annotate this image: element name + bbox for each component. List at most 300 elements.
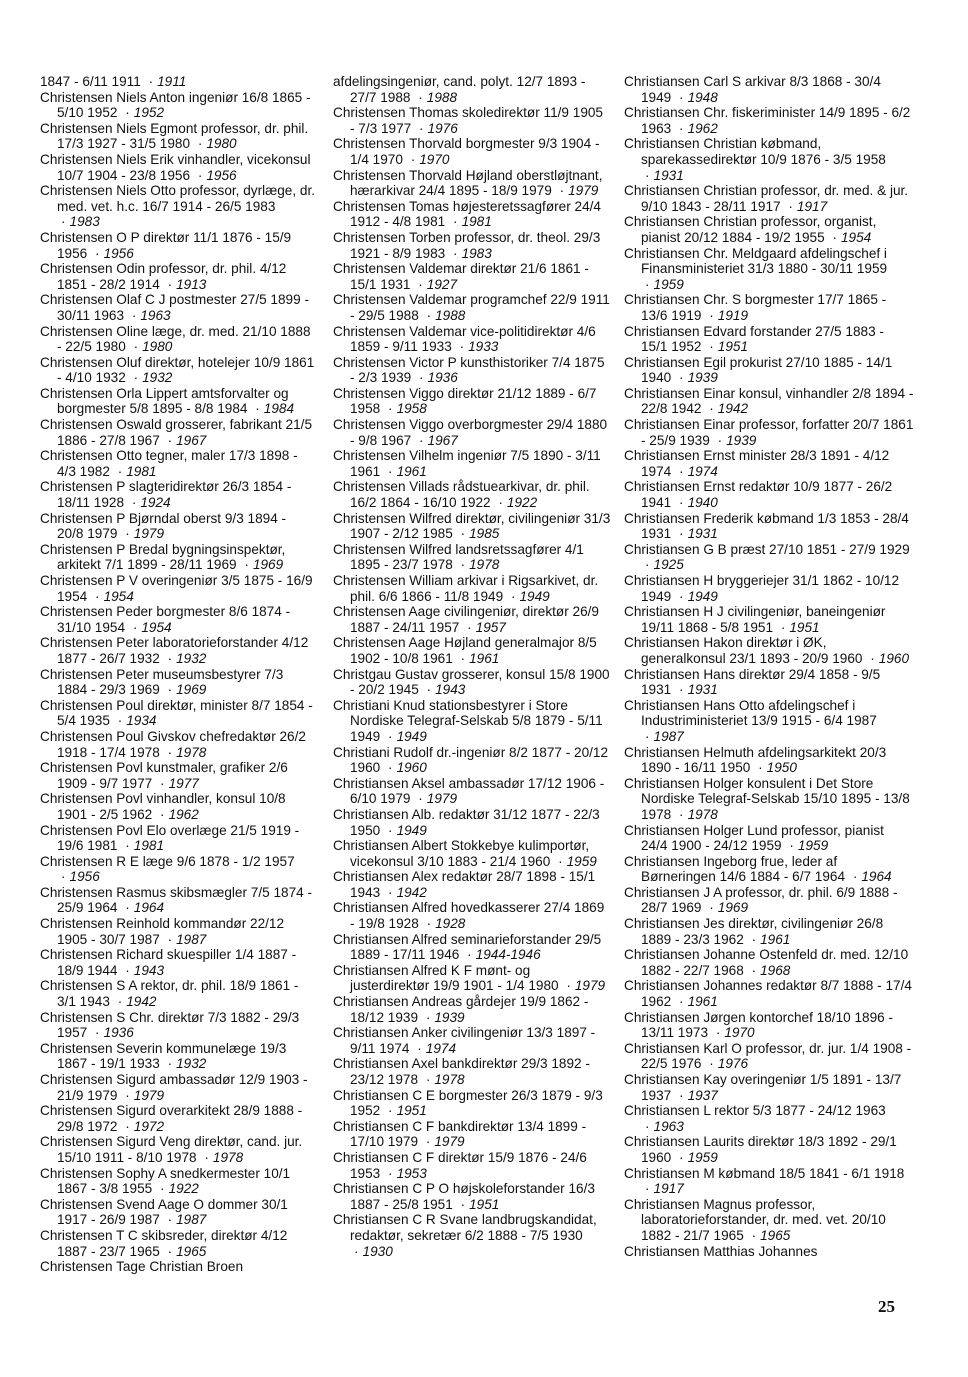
entry-year: 1987	[653, 728, 684, 744]
list-item	[40, 152, 315, 183]
entry-year: 1963	[653, 1118, 684, 1134]
separator-dot: ·	[467, 619, 472, 635]
entry-year: 1917	[796, 198, 828, 214]
entry-text: Christensen Niels Anton ingeniør 16/8 1865 - 5/10 1952	[40, 89, 311, 121]
separator-dot: ·	[709, 1056, 714, 1072]
entry-text: Christensen Oluf direktør, hotelejer 10/9 1861 - 4/10 1932	[40, 354, 315, 386]
entry-text: Christensen Thomas skoledirektør 11/9 1905 - 7/3 1977	[333, 105, 603, 136]
separator-dot: ·	[167, 1243, 173, 1259]
list-item	[40, 324, 315, 355]
list-item	[624, 1166, 914, 1197]
entry-text: Christiansen Holger Lund professor, pianist 24/4 1900 - 24/12 1959	[624, 822, 884, 854]
separator-dot: ·	[679, 682, 684, 698]
separator-dot: ·	[160, 775, 165, 791]
entry-year: 1956	[206, 167, 237, 183]
entry-text: Christiansen Johannes redaktør 8/7 1888 - 17/4 1962	[624, 978, 912, 1010]
entry-text: Christensen William arkivar i Rigsarkivet, dr. phil. 6/6 1866 - 11/8 1949	[333, 573, 599, 604]
separator-dot: ·	[751, 931, 757, 947]
separator-dot: ·	[388, 728, 393, 744]
separator-dot: ·	[125, 526, 130, 542]
list-item	[333, 1056, 611, 1087]
entry-text: Christensen Poul direktør, minister 8/7 1854 - 5/4 1935	[40, 697, 313, 729]
entry-year: 1974	[425, 1040, 457, 1056]
list-item	[40, 1166, 315, 1197]
separator-dot: ·	[61, 869, 66, 885]
entry-text: Christensen Tomas højesteretssagfører 24/4 1912 - 4/8 1981	[333, 198, 601, 230]
separator-dot: ·	[167, 432, 173, 448]
entry-text: Christensen Sigurd ambassadør 12/9 1903 - 21/9 1979	[40, 1072, 308, 1103]
entry-text: Christiansen Christian professor, organist, pianist 20/12 1884 - 19/2 1955	[624, 214, 877, 245]
list-item	[333, 963, 611, 994]
entry-year: 1940	[687, 495, 718, 511]
list-item	[624, 1103, 914, 1134]
separator-dot: ·	[467, 947, 472, 963]
list-item	[624, 1244, 914, 1260]
list-item	[624, 1197, 914, 1244]
separator-dot: ·	[131, 495, 137, 511]
entry-text: Christensen Odin professor, dr. phil. 4/12 1851 - 28/2 1914	[40, 261, 287, 292]
entry-year: 1979	[133, 1087, 165, 1103]
entry-text: Christiansen C P O højskoleforstander 16/3 1887 - 25/8 1951	[333, 1181, 595, 1212]
entry-text: Christensen Thorvald Højland oberstløjtnant, hærarkivar 24/4 1895 - 18/9 1979	[333, 167, 603, 199]
list-item	[624, 292, 914, 323]
entry-year: 1939	[434, 1009, 465, 1025]
entry-text: Christiansen C F bankdirektør 13/4 1899 - 17/10 1979	[333, 1118, 587, 1150]
entry-year: 1959	[687, 1149, 718, 1165]
entry-text: Christiansen Alb. redaktør 31/12 1877 - 22/3 1950	[333, 806, 600, 838]
separator-dot: ·	[418, 791, 423, 807]
separator-dot: ·	[167, 1212, 173, 1228]
list-item	[40, 230, 315, 261]
entry-year: 1949	[519, 588, 550, 604]
list-item	[40, 667, 315, 698]
separator-dot: ·	[167, 1056, 173, 1072]
entry-year: 1942	[717, 401, 749, 417]
entry-year: 1961	[760, 931, 791, 947]
entry-text: Christensen Aage civilingeniør, direktør 26/9 1887 - 24/11 1957	[333, 604, 599, 635]
list-item	[40, 729, 315, 760]
separator-dot: ·	[679, 588, 684, 604]
entry-text: Christiansen H J civilingeniør, baneingeniør 19/11 1868 - 5/8 1951	[624, 604, 886, 635]
separator-dot: ·	[255, 401, 260, 417]
separator-dot: ·	[167, 682, 173, 698]
list-item	[333, 386, 611, 417]
entry-year: 1974	[687, 463, 718, 479]
separator-dot: ·	[167, 276, 173, 292]
entry-year: 1987	[176, 1212, 207, 1228]
list-item	[624, 74, 914, 105]
separator-dot: ·	[645, 1181, 650, 1197]
list-item	[624, 667, 914, 698]
list-item	[40, 947, 315, 978]
column-2	[333, 74, 611, 1259]
list-item	[333, 1119, 611, 1150]
entry-text: Christensen Viggo direktør 21/12 1889 - 6/7 1958	[333, 385, 597, 417]
entry-year: 1937	[687, 1087, 718, 1103]
entry-text: Christensen Otto tegner, maler 17/3 1898 - 4/3 1982	[40, 448, 298, 479]
separator-dot: ·	[709, 339, 714, 355]
list-item	[624, 479, 914, 510]
separator-dot: ·	[388, 1103, 393, 1119]
separator-dot: ·	[388, 760, 393, 776]
separator-dot: ·	[417, 1040, 422, 1056]
separator-dot: ·	[148, 74, 154, 89]
entry-year: 1964	[133, 900, 165, 916]
entry-text: Christiansen Einar konsul, vinhandler 2/8 1894 - 22/8 1942	[624, 385, 914, 417]
separator-dot: ·	[832, 229, 837, 245]
entry-year: 1954	[103, 588, 134, 604]
list-item	[40, 1072, 315, 1103]
separator-dot: ·	[131, 307, 137, 323]
entry-text: Christensen Niels Egmont professor, dr. phil. 17/3 1927 - 31/5 1980	[40, 120, 309, 152]
separator-dot: ·	[419, 370, 424, 386]
separator-dot: ·	[679, 806, 684, 822]
separator-dot: ·	[679, 370, 684, 386]
separator-dot: ·	[167, 650, 173, 666]
list-item	[40, 698, 315, 729]
entry-year: 1984	[263, 401, 295, 417]
separator-dot: ·	[460, 557, 466, 573]
list-item	[333, 900, 611, 931]
entry-year: 1972	[133, 1118, 165, 1134]
entry-year: 1983	[461, 245, 492, 261]
entry-text: Christiansen Alfred seminarieforstander 29/5 1889 - 17/11 1946	[333, 931, 602, 963]
entry-text: Christiansen Albert Stokkebye kulimportør, vicekonsul 3/10 1883 - 21/4 1960	[333, 838, 590, 869]
entry-text: Christensen Reinhold kommandør 22/12 1905 - 30/7 1987	[40, 916, 285, 947]
list-item	[624, 1010, 914, 1041]
list-item	[333, 994, 611, 1025]
entry-year: 1963	[140, 307, 171, 323]
entry-year: 1942	[396, 884, 427, 900]
entry-text: Christensen Peter museumsbestyrer 7/3 1884 - 29/3 1969	[40, 666, 284, 698]
entry-text: Christensen Wilfred landsretssagfører 4/1 1895 - 23/7 1978	[333, 541, 584, 573]
separator-dot: ·	[453, 245, 458, 261]
entry-year: 1917	[653, 1181, 684, 1197]
separator-dot: ·	[679, 89, 684, 105]
list-item	[624, 324, 914, 355]
entry-year: 1964	[861, 869, 892, 885]
separator-dot: ·	[645, 728, 650, 744]
entry-year: 1976	[717, 1056, 749, 1072]
entry-year: 1952	[133, 105, 165, 121]
list-item	[40, 791, 315, 822]
entry-text: Christiansen Johanne Ostenfeld dr. med. 12/10 1882 - 22/7 1968	[624, 947, 909, 978]
entry-text: Christensen Torben professor, dr. theol. 29/3 1921 - 8/9 1983	[333, 229, 601, 261]
list-item	[333, 1025, 611, 1056]
entry-text: Christiansen Christian købmand, sparekassedirektør 10/9 1876 - 3/5 1958	[624, 136, 886, 167]
entry-year: 1922	[168, 1181, 199, 1197]
entry-year: 1962	[687, 120, 718, 136]
entry-year: 1980	[142, 339, 173, 355]
entry-year: 1936	[427, 370, 458, 386]
entry-year: 1988	[435, 307, 466, 323]
entry-year: 1933	[468, 339, 499, 355]
entry-text: Christiansen Chr. Meldgaard afdelingschef i Finansministeriet 31/3 1880 - 30/11 1959	[624, 245, 888, 277]
entry-text: Christgau Gustav grosserer, konsul 15/8 1900 - 20/2 1945	[333, 666, 610, 698]
entry-year: 1939	[726, 432, 757, 448]
entry-text: Christiansen Andreas gårdejer 19/9 1862 - 18/12 1939	[333, 994, 589, 1025]
entry-text: Christiansen Christian professor, dr. med. & jur. 9/10 1843 - 28/11 1917	[624, 183, 909, 214]
list-item	[333, 324, 611, 355]
separator-dot: ·	[61, 214, 66, 230]
entry-year: 1985	[469, 526, 500, 542]
entry-year: 1978	[687, 806, 718, 822]
list-item	[40, 635, 315, 666]
list-item	[333, 776, 611, 807]
column-1	[40, 74, 315, 1275]
list-item	[40, 978, 315, 1009]
list-item	[624, 1041, 914, 1072]
list-item	[333, 136, 611, 167]
entry-year: 1951	[469, 1196, 500, 1212]
entry-year: 1980	[206, 136, 237, 152]
separator-dot: ·	[758, 760, 763, 776]
list-item	[624, 214, 914, 245]
entry-text: Christensen Olaf C J postmester 27/5 1899 - 30/11 1963	[40, 292, 309, 323]
list-item	[333, 745, 611, 776]
entry-text: Christiansen Helmuth afdelingsarkitekt 20/3 1890 - 16/11 1950	[624, 744, 887, 776]
separator-dot: ·	[751, 962, 757, 978]
list-item	[624, 776, 914, 823]
entry-text: Christensen Sigurd Veng direktør, cand. jur. 15/10 1911 - 8/10 1978	[40, 1134, 303, 1165]
entry-text: Christiansen Hans direktør 29/4 1858 - 9/5 1931	[624, 666, 881, 698]
entry-year: 1978	[469, 557, 500, 573]
entry-text: Christensen T C skibsreder, direktør 4/12 1887 - 23/7 1965	[40, 1227, 288, 1259]
entry-text: Christiansen Ingeborg frue, leder af Børneringen 14/6 1884 - 6/7 1964	[624, 853, 846, 885]
entry-year: 1956	[69, 869, 100, 885]
entry-year: 1950	[766, 760, 797, 776]
entry-text: afdelingsingeniør, cand. polyt. 12/7 1893 - 27/7 1988	[333, 74, 586, 105]
entry-text: Christensen Povl vinhandler, konsul 10/8 1901 - 2/5 1962	[40, 791, 286, 822]
entry-year: 1953	[396, 1165, 427, 1181]
separator-dot: ·	[388, 463, 393, 479]
list-item	[40, 1041, 315, 1072]
list-item	[40, 1103, 315, 1134]
list-item	[624, 823, 914, 854]
list-item	[624, 448, 914, 479]
separator-dot: ·	[645, 1118, 650, 1134]
list-item	[624, 978, 914, 1009]
list-item	[333, 838, 611, 869]
entry-year: 1925	[653, 557, 684, 573]
entry-year: 1988	[426, 89, 458, 105]
list-item	[40, 74, 315, 90]
entry-year: 1954	[840, 229, 872, 245]
entry-year: 1965	[760, 1227, 791, 1243]
separator-dot: ·	[167, 931, 173, 947]
separator-dot: ·	[789, 838, 794, 854]
separator-dot: ·	[388, 822, 393, 838]
entry-year: 1911	[157, 74, 187, 89]
separator-dot: ·	[645, 167, 650, 183]
list-item	[333, 292, 611, 323]
separator-dot: ·	[95, 588, 100, 604]
separator-dot: ·	[709, 401, 714, 417]
entry-year: 1979	[568, 183, 599, 199]
entry-year: 1981	[133, 838, 165, 854]
entry-year: 1951	[717, 339, 749, 355]
column-3	[624, 74, 914, 1259]
entry-text: Christiansen C F direktør 15/9 1876 - 24/6 1953	[333, 1149, 587, 1181]
separator-dot: ·	[679, 1149, 684, 1165]
separator-dot: ·	[715, 1025, 721, 1041]
list-item	[333, 1150, 611, 1181]
entry-text: Christensen P slagteridirektør 26/3 1854 - 18/11 1928	[40, 479, 292, 511]
entry-text: Christensen Niels Otto professor, dyrlæge, dr. med. vet. h.c. 16/7 1914 - 26/5 1983	[40, 183, 316, 214]
entry-text: Christiansen M købmand 18/5 1841 - 6/1 1918	[624, 1165, 905, 1181]
entry-year: 1983	[69, 214, 100, 230]
separator-dot: ·	[679, 463, 684, 479]
entry-text: Christiansen Matthias Johannes	[624, 1243, 818, 1259]
list-item	[624, 246, 914, 293]
entry-text: Christiansen Chr. S borgmester 17/7 1865 - 13/6 1919	[624, 292, 887, 323]
entry-text: Christensen Victor P kunsthistoriker 7/4 1875 - 2/3 1939	[333, 354, 605, 386]
list-item	[40, 511, 315, 542]
entry-year: 1981	[461, 214, 492, 230]
separator-dot: ·	[117, 994, 123, 1010]
list-item	[40, 885, 315, 916]
separator-dot: ·	[388, 1165, 393, 1181]
separator-dot: ·	[559, 183, 565, 199]
list-item	[40, 1228, 315, 1259]
list-item	[333, 417, 611, 448]
list-item	[40, 121, 315, 152]
separator-dot: ·	[204, 1149, 209, 1165]
list-item	[333, 199, 611, 230]
entry-year: 1957	[475, 619, 506, 635]
entry-text: Christiansen J A professor, dr. phil. 6/9 1888 - 28/7 1969	[624, 884, 898, 916]
list-item	[624, 355, 914, 386]
entry-year: 1965	[176, 1243, 207, 1259]
separator-dot: ·	[410, 151, 416, 167]
entry-text: Christiansen Laurits direktør 18/3 1892 - 29/1 1960	[624, 1134, 897, 1165]
list-item	[333, 807, 611, 838]
list-item	[624, 183, 914, 214]
separator-dot: ·	[125, 1087, 130, 1103]
list-item	[624, 511, 914, 542]
entry-year: 1962	[168, 806, 199, 822]
entry-year: 1959	[797, 838, 829, 854]
entry-text: Christensen Valdemar programchef 22/9 1911 - 29/5 1988	[333, 292, 610, 323]
list-item	[40, 542, 315, 573]
entry-year: 1979	[426, 791, 458, 807]
entry-year: 1932	[142, 370, 173, 386]
entry-text: Christiansen Ernst redaktør 10/9 1877 - 26/2 1941	[624, 479, 893, 511]
separator-dot: ·	[460, 650, 466, 666]
entry-year: 1932	[176, 1056, 207, 1072]
list-item	[333, 105, 611, 136]
entry-year: 1978	[176, 744, 207, 760]
entry-text: Christensen R E læge 9/6 1878 - 1/2 1957	[40, 853, 295, 869]
list-item	[40, 386, 315, 417]
list-item	[333, 542, 611, 573]
entry-text: Christiansen Edvard forstander 27/5 1883 - 15/1 1952	[624, 323, 884, 355]
entry-year: 1959	[653, 276, 684, 292]
entry-text: Christiansen Einar professor, forfatter 20/7 1861 - 25/9 1939	[624, 417, 914, 448]
list-item	[333, 869, 611, 900]
entry-text: Christensen Rasmus skibsmægler 7/5 1874 - 25/9 1964	[40, 884, 312, 916]
list-item	[40, 1010, 315, 1041]
entry-year: 1949	[396, 728, 427, 744]
entry-year: 1951	[789, 619, 820, 635]
separator-dot: ·	[645, 276, 650, 292]
list-item	[624, 542, 914, 573]
list-item	[333, 230, 611, 261]
separator-dot: ·	[679, 120, 684, 136]
separator-dot: ·	[425, 1134, 431, 1150]
entry-text: Christiansen Holger konsulent i Det Store Nordiske Telegraf-Selskab 15/10 1895 - 13/8 1978	[624, 775, 910, 822]
separator-dot: ·	[788, 198, 793, 214]
separator-dot: ·	[679, 1087, 684, 1103]
list-item	[624, 604, 914, 635]
separator-dot: ·	[244, 557, 249, 573]
entry-year: 1931	[687, 526, 718, 542]
separator-dot: ·	[426, 916, 432, 932]
list-item	[40, 355, 315, 386]
list-item	[333, 261, 611, 292]
entry-year: 1949	[687, 588, 718, 604]
list-item	[624, 417, 914, 448]
separator-dot: ·	[133, 339, 139, 355]
entry-year: 1981	[126, 463, 157, 479]
list-item	[624, 1072, 914, 1103]
list-item	[624, 105, 914, 136]
separator-dot: ·	[117, 463, 123, 479]
entry-text: Christiani Rudolf dr.-ingeniør 8/2 1877 - 20/12 1960	[333, 744, 609, 776]
entry-text: Christiansen Aksel ambassadør 17/12 1906 - 6/10 1979	[333, 775, 605, 807]
entry-text: Christiansen Magnus professor, laboratorieforstander, dr. med. vet. 20/10 1882 - 21/7 1965	[624, 1196, 886, 1243]
entry-text: Christiansen Carl S arkivar 8/3 1868 - 30/4 1949	[624, 74, 881, 105]
list-item	[40, 479, 315, 510]
list-item	[333, 448, 611, 479]
list-item	[624, 885, 914, 916]
separator-dot: ·	[418, 276, 423, 292]
list-item	[40, 1197, 315, 1228]
list-item	[40, 1259, 315, 1275]
entry-text: Christensen Peder borgmester 8/6 1874 - 31/10 1954	[40, 604, 291, 635]
entry-year: 1958	[396, 401, 427, 417]
entry-text: Christiansen L rektor 5/3 1877 - 24/12 1963	[624, 1103, 886, 1119]
entry-text: Christensen Tage Christian Broen	[40, 1259, 244, 1275]
entry-text: Christensen Villads rådstuearkivar, dr. phil. 16/2 1864 - 16/10 1922	[333, 479, 590, 511]
list-item	[624, 1134, 914, 1165]
entry-year: 1931	[687, 682, 718, 698]
entry-year: 1969	[717, 900, 749, 916]
separator-dot: ·	[459, 339, 465, 355]
list-item	[333, 74, 611, 105]
list-item	[333, 1181, 611, 1212]
entry-year: 1987	[176, 931, 207, 947]
entry-text: Christensen P V overingeniør 3/5 1875 - 16/9 1954	[40, 573, 313, 604]
entry-year: 1979	[434, 1134, 465, 1150]
entry-text: Christiansen Kay overingeniør 1/5 1891 - 13/7 1937	[624, 1072, 902, 1103]
entry-text: Christensen Valdemar vice-politidirektør 4/6 1859 - 9/11 1933	[333, 323, 596, 355]
separator-dot: ·	[125, 838, 130, 854]
entry-text: Christensen Wilfred direktør, civilingeniør 31/3 1907 - 2/12 1985	[333, 510, 611, 542]
separator-dot: ·	[852, 869, 858, 885]
entry-year: 1959	[566, 853, 597, 869]
entry-text: Christensen Thorvald borgmester 9/3 1904 - 1/4 1970	[333, 136, 600, 167]
list-item	[40, 90, 315, 121]
list-item	[333, 573, 611, 604]
separator-dot: ·	[679, 994, 684, 1010]
list-item	[40, 604, 315, 635]
list-item	[333, 667, 611, 698]
separator-dot: ·	[425, 1072, 431, 1087]
entry-year: 1930	[362, 1243, 393, 1259]
separator-dot: ·	[453, 214, 458, 230]
entry-text: Christensen Svend Aage O dommer 30/1 1917 - 26/9 1987	[40, 1196, 288, 1228]
